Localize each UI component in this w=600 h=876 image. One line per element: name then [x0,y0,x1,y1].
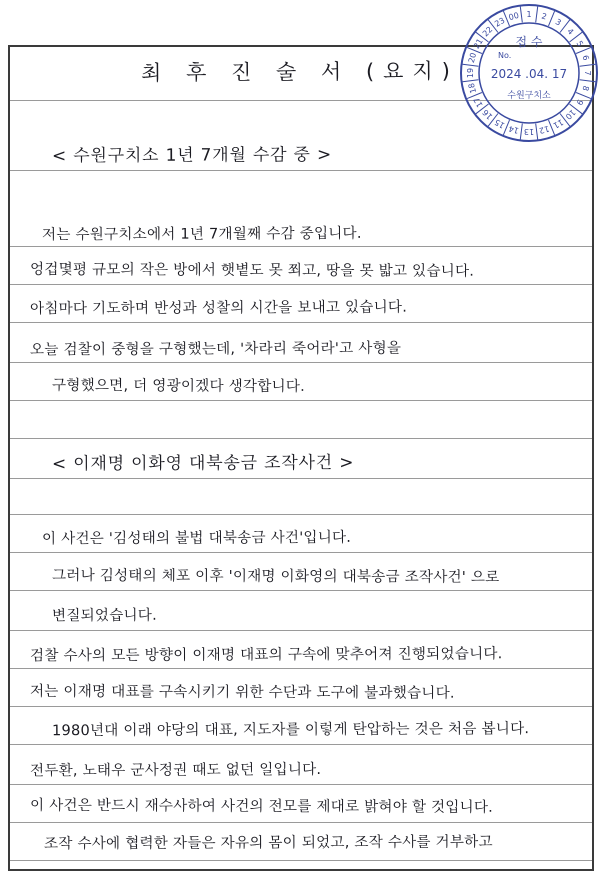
ruled-line [10,668,592,669]
stamp-number-label: No. [498,51,512,60]
stamp-ring-number: 13 [523,127,535,136]
body-line: 아침마다 기도하며 반성과 성찰의 시간을 보내고 있습니다. [29,298,408,318]
stamp-ring-number: 2 [540,11,548,22]
stamp-ring-number: 17 [471,95,485,109]
stamp-ring-number: 9 [574,97,585,107]
receipt-stamp [458,2,600,144]
stamp-ring-number: 5 [574,39,585,49]
ruled-line [10,590,592,591]
stamp-date: 2024 .04. 17 [490,67,568,81]
ruled-line [10,322,592,323]
stamp-ring-number: 3 [553,17,563,28]
stamp-ring-number: 10 [563,107,578,122]
stamp-ring-number: 7 [583,70,592,76]
section-heading-detention: < 수원구치소 1년 7개월 수감 중 > [51,144,333,167]
stamp-label: 접 수 [515,35,543,49]
body-line: 검찰 수사의 모든 방향이 이재명 대표의 구속에 맞추어져 진행되었습니다. [29,645,503,665]
stamp-ring-divider [580,64,596,66]
stamp-ring-number: 6 [580,54,591,62]
stamp-ring-divider [536,7,538,23]
body-line: 오늘 검찰이 중형을 구형했는데, '차라리 죽어라'고 사형을 [29,339,402,359]
stamp-ring-number: 18 [466,82,479,95]
stamp-ring-number: 15 [493,117,507,131]
stamp-ring-number: 23 [493,15,507,29]
stamp-ring-number: 8 [580,84,591,92]
stamp-ring-divider [576,47,591,53]
body-line: 구형했으면, 더 영광이겠다 생각합니다. [51,376,306,395]
stamp-ring-number: 20 [466,51,479,64]
body-line: 이 사건은 '김성태의 불법 대북송금 사건'입니다. [41,528,352,548]
stamp-ring-number: 19 [466,67,475,79]
stamp-ring-number: 4 [565,26,576,37]
ruled-line [10,284,592,285]
stamp-ring-number: 12 [538,123,551,136]
stamp-ring-number: 11 [551,117,565,131]
ruled-line [10,514,592,515]
ruled-line [10,860,592,861]
body-line: 조작 수사에 협력한 자들은 자유의 몸이 되었고, 조작 수사를 거부하고 [43,833,493,853]
ruled-line [10,706,592,707]
stamp-ring-number: 1 [526,10,532,19]
stamp-ring-number: 16 [480,107,495,122]
document-title: 최 후 진 술 서 (요지) [141,58,459,86]
stamp-ring-divider [520,124,522,140]
stamp-ring-number: 22 [480,24,495,39]
stamp-ring-number: 14 [507,123,520,136]
stamp-ring-number: 21 [471,37,485,51]
stamp-ring-divider [520,7,522,23]
ruled-line [10,478,592,479]
ruled-line [10,784,592,785]
ruled-line [10,170,592,171]
ruled-line [10,822,592,823]
body-line: 이 사건은 반드시 재수사하여 사건의 전모를 제대로 밝혀야 할 것입니다. [29,796,494,816]
body-line: 1980년대 이래 야당의 대표, 지도자를 이렇게 탄압하는 것은 처음 봅니다. [51,720,530,740]
body-line: 그러나 김성태의 체포 이후 '이재명 이화영의 대북송금 조작사건' 으로 [51,566,500,586]
section-heading-case: < 이재명 이화영 대북송금 조작사건 > [51,452,355,475]
body-line: 엉겁몇평 규모의 작은 방에서 햇볕도 못 쬐고, 땅을 못 밟고 있습니다. [29,260,475,280]
stamp-ring-number: 00 [507,10,520,23]
body-line: 저는 이재명 대표를 구속시키기 위한 수단과 도구에 불과했습니다. [29,682,455,702]
stamp-ring-divider [463,80,479,82]
ruled-line [10,400,592,401]
stamp-ring-divider [536,124,538,140]
ruled-line [10,438,592,439]
ruled-line [10,362,592,363]
ruled-line [10,744,592,745]
stamp-ring-divider [580,80,596,82]
ruled-line [10,246,592,247]
ruled-line [10,552,592,553]
stamp-ring-divider [463,64,479,66]
body-line: 전두환, 노태우 군사정권 때도 없던 일입니다. [29,760,322,780]
stamp-office: 수원구치소 [507,91,551,101]
body-line: 저는 수원구치소에서 1년 7개월째 수감 중입니다. [41,224,362,244]
body-line: 변질되었습니다. [51,606,157,625]
ruled-line [10,630,592,631]
